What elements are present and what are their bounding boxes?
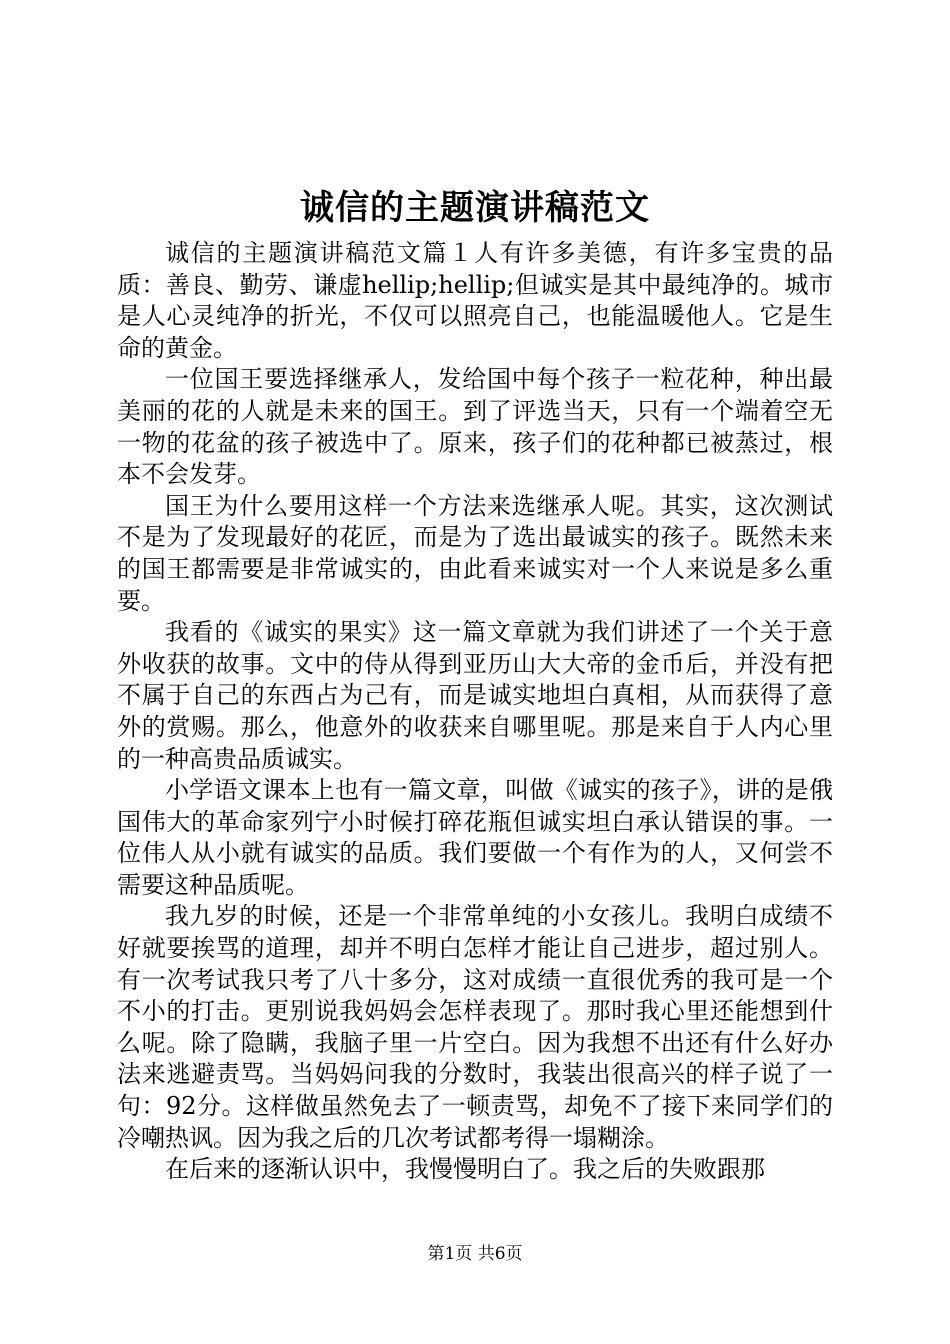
paragraph: 一位国王要选择继承人，发给国中每个孩子一粒花种，种出最美丽的花的人就是未来的国王。到了评选当天，只有一个端着空无一物的花盆的孩子被选中了。原来，孩子们的花种都已被蒸过，根本不会发芽。: [117, 365, 833, 489]
paragraph: 诚信的主题演讲稿范文篇１人有许多美德，有许多宝贵的品质：善良、勤劳、谦虚hellip;hellip;但诚实是其中最纯净的。城市是人心灵纯净的折光，不仅可以照亮自己，也能温暖他人。它是生命的黄金。: [117, 239, 833, 362]
page-footer: 第1页 共6页: [427, 1244, 523, 1264]
paragraph: 小学语文课本上也有一篇文章，叫做《诚实的孩子》，讲的是俄国伟大的革命家列宁小时候打碎花瓶但诚实坦白承认错误的事。一位伟人从小就有诚实的品质。我们要做一个有作为的人，又何尝不需要这种品质呢。: [117, 776, 833, 899]
document-title: 诚信的主题演讲稿范文: [300, 188, 650, 228]
paragraph: 在后来的逐渐认识中，我慢慢明白了。我之后的失败跟那: [165, 1155, 765, 1184]
paragraph: 我看的《诚实的果实》这一篇文章就为我们讲述了一个关于意外收获的故事。文中的侍从得到亚历山大大帝的金币后，并没有把不属于自己的东西占为己有，而是诚实地坦白真相，从而获得了意外的赏赐。那么，他意外的收获来自哪里呢。那是来自于人内心里的一种高贵品质诚实。: [117, 618, 833, 773]
paragraph: 我九岁的时候，还是一个非常单纯的小女孩儿。我明白成绩不好就要挨骂的道理，却并不明白怎样才能让自己进步，超过别人。有一次考试我只考了八十多分，这对成绩一直很优秀的我可是一个不小的打击。更别说我妈妈会怎样表现了。那时我心里还能想到什么呢。除了隐瞒，我脑子里一片空白。因为我想不出还有什么好办法来逃避责骂。当妈妈问我的分数时，我装出很高兴的样子说了一句：92分。这样做虽然免去了一顿责骂，却免不了接下来同学们的冷嘲热讽。因为我之后的几次考试都考得一塌糊涂。: [117, 902, 833, 1152]
paragraph: 国王为什么要用这样一个方法来选继承人呢。其实，这次测试不是为了发现最好的花匠，而是为了选出最诚实的孩子。既然未来的国王都需要是非常诚实的，由此看来诚实对一个人来说是多么重要。: [117, 491, 833, 615]
document-body: [117, 238, 833, 1186]
